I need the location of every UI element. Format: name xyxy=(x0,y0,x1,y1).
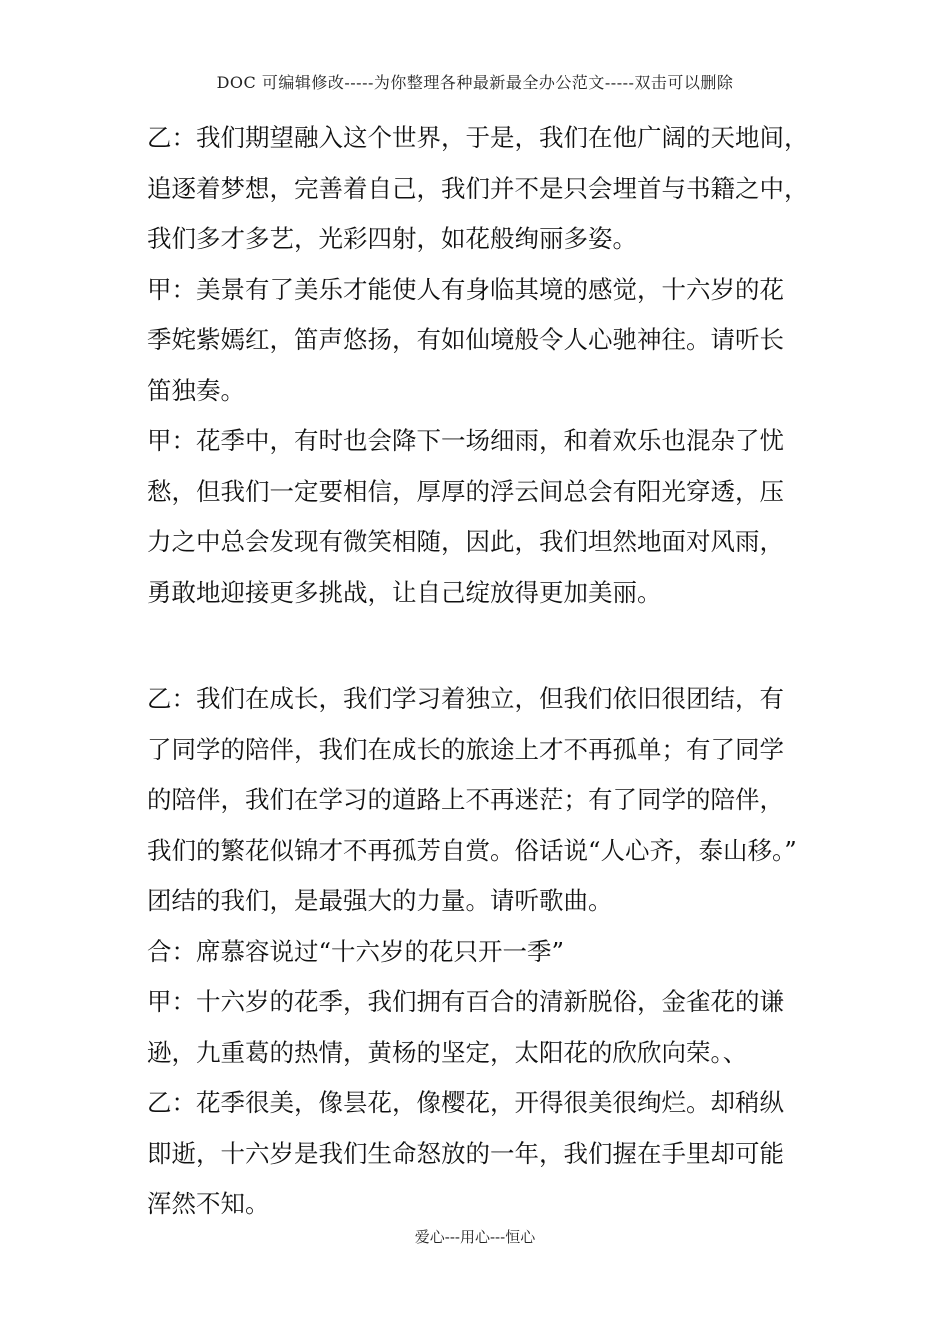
page-footer: 爱心---用心---恒心 xyxy=(414,1228,536,1246)
text-line: 我们的繁花似锦才不再孤芳自赏。俗话说“人心齐，泰山移。” xyxy=(147,835,797,865)
document-body xyxy=(147,113,813,1230)
text-line: 我们多才多艺，光彩四射，如花般绚丽多姿。 xyxy=(147,224,637,253)
text-line: 甲：美景有了美乐才能使人有身临其境的感觉，十六岁的花 xyxy=(147,274,784,304)
text-line: 笛独奏。 xyxy=(147,375,245,405)
text-line: 乙：我们期望融入这个世界，于是，我们在他广阔的天地间， xyxy=(147,123,809,152)
text-line: 乙：花季很美，像昙花，像樱花，开得很美很绚烂。却稍纵 xyxy=(147,1088,784,1117)
text-line: 乙：我们在成长，我们学习着独立，但我们依旧很团结，有 xyxy=(147,684,784,713)
page-header: DOC 可编辑修改-----为你整理各种最新最全办公范文-----双击可以删除 xyxy=(216,73,734,92)
text-line: 了同学的陪伴，我们在成长的旅途上才不再孤单；有了同学 xyxy=(147,734,784,764)
text-line: 力之中总会发现有微笑相随，因此，我们坦然地面对风雨， xyxy=(147,527,784,556)
paragraph-group-2 xyxy=(147,674,813,1230)
text-line: 甲：十六岁的花季，我们拥有百合的清新脱俗，金雀花的谦 xyxy=(147,987,784,1016)
text-line: 团结的我们，是最强大的力量。请听歌曲。 xyxy=(147,886,613,915)
text-line: 逊，九重葛的热情，黄杨的坚定，太阳花的欣欣向荣。、 xyxy=(147,1037,748,1067)
text-line: 合：席慕容说过“十六岁的花只开一季” xyxy=(147,936,565,966)
text-line: 勇敢地迎接更多挑战，让自己绽放得更加美丽。 xyxy=(147,577,662,607)
text-line: 愁，但我们一定要相信，厚厚的浮云间总会有阳光穿透，压 xyxy=(147,476,784,506)
text-line: 追逐着梦想，完善着自己，我们并不是只会埋首与书籍之中， xyxy=(147,173,809,203)
text-line: 的陪伴，我们在学习的道路上不再迷茫；有了同学的陪伴， xyxy=(147,785,784,814)
text-line: 浑然不知。 xyxy=(147,1189,270,1218)
paragraph-group-1 xyxy=(147,113,813,618)
text-line: 甲：花季中，有时也会降下一场细雨，和着欢乐也混杂了忧 xyxy=(147,426,784,455)
text-line: 季姹紫嫣红，笛声悠扬，有如仙境般令人心驰神往。请听长 xyxy=(147,325,784,354)
text-line: 即逝，十六岁是我们生命怒放的一年，我们握在手里却可能 xyxy=(147,1138,784,1168)
paragraph-spacer xyxy=(147,618,813,674)
